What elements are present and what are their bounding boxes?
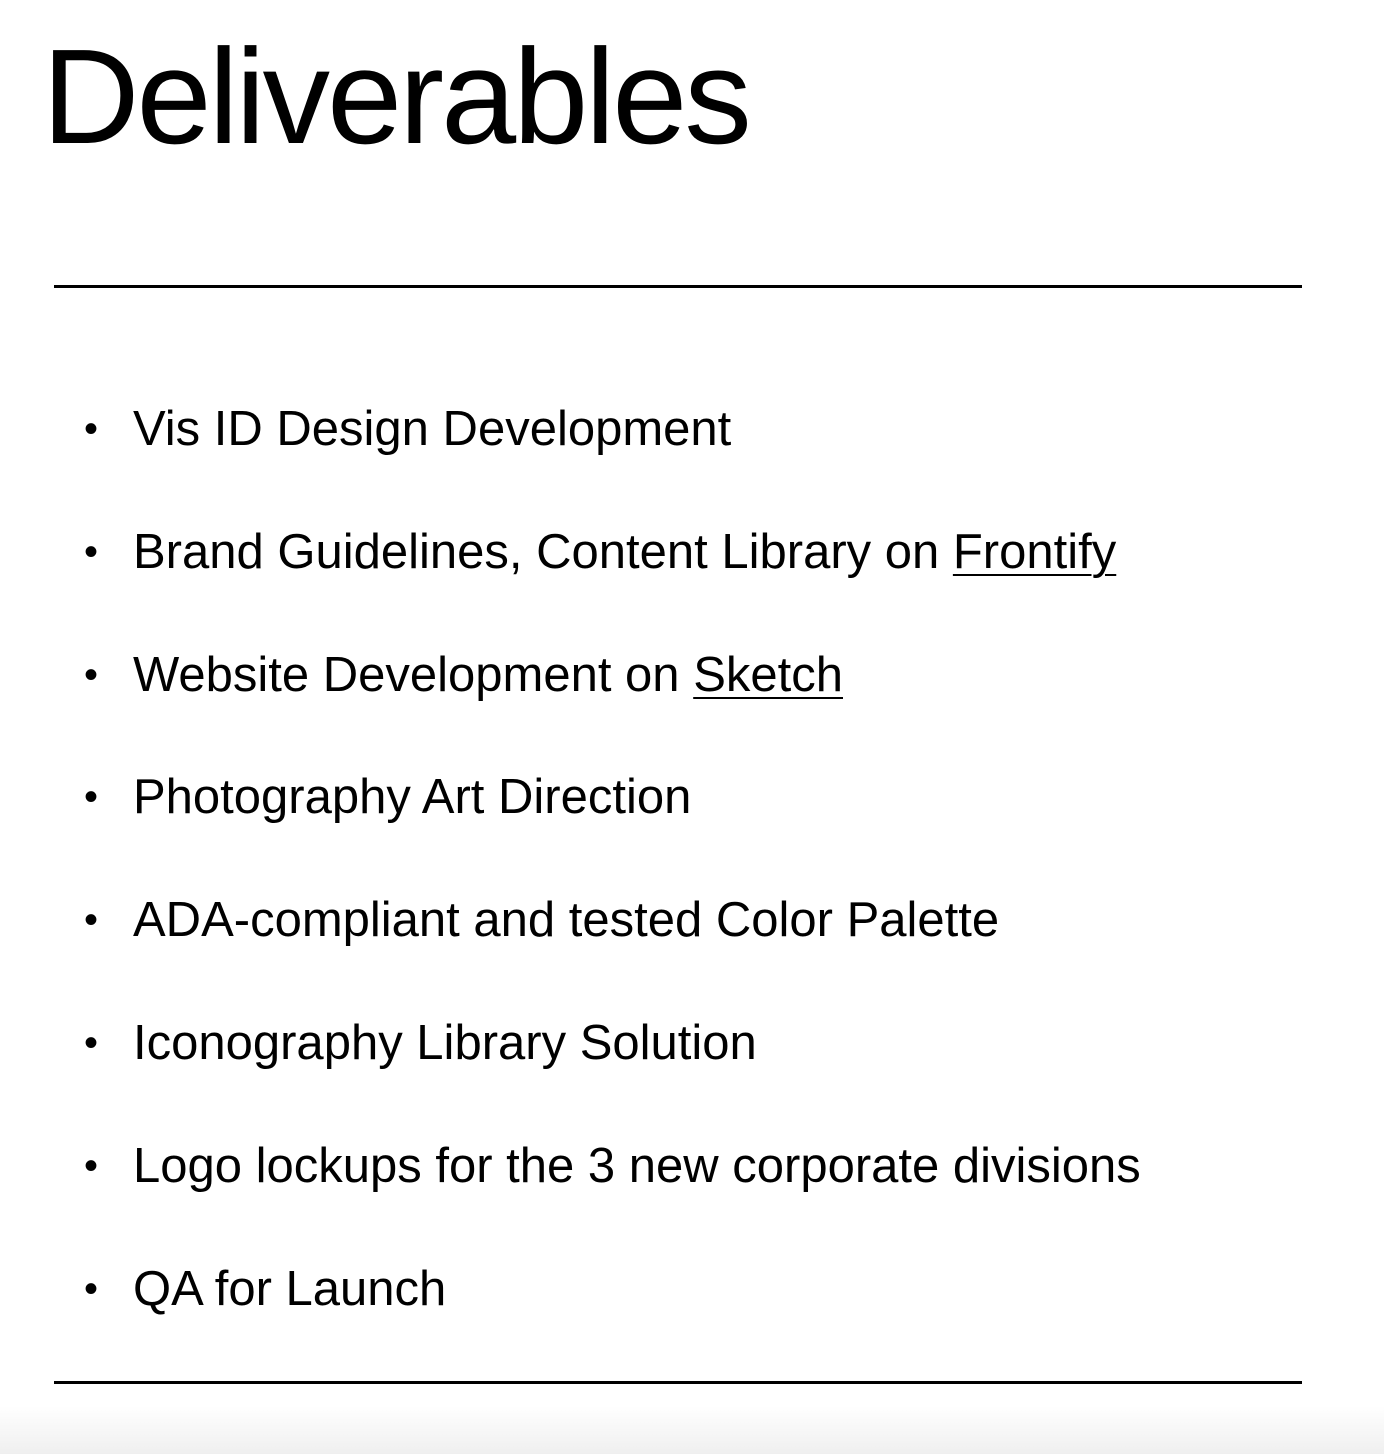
list-item-label: ADA-compliant and tested Color Palette (133, 893, 1000, 948)
list-item-label: QA for Launch (133, 1261, 447, 1316)
list-item-text (133, 982, 757, 1105)
list-item-text (133, 368, 731, 491)
list-item-text (133, 1228, 446, 1351)
bullet-icon: • (84, 1020, 99, 1065)
list-item-text (133, 859, 999, 982)
list-item-label: Vis ID Design Development (133, 402, 732, 456)
bullet-icon: • (84, 1266, 99, 1311)
list-item (0, 736, 1384, 859)
list-item (0, 859, 1384, 982)
bullet-icon: • (84, 898, 99, 943)
list-item-text (133, 736, 691, 859)
bullet-icon: • (84, 529, 99, 574)
bullet-icon: • (84, 775, 99, 820)
bullet-icon: • (84, 652, 99, 697)
bottom-scroll-shadow (0, 1406, 1384, 1454)
bullet-icon: • (84, 407, 99, 451)
list-item-text (133, 1105, 1141, 1228)
list-item (0, 491, 1384, 614)
bottom-divider (54, 1381, 1302, 1384)
frontify-link[interactable]: Frontify (952, 524, 1117, 579)
list-item-text (133, 491, 1116, 614)
list-item-label: Iconography Library Solution (133, 1015, 757, 1070)
list-item-label: Logo lockups for the 3 new corporate divisions (133, 1138, 1141, 1193)
list-item (0, 1228, 1384, 1351)
deliverables-list (0, 368, 1384, 1350)
list-item (0, 982, 1384, 1105)
list-item-label: Photography Art Direction (133, 770, 692, 825)
top-divider (54, 285, 1302, 288)
list-item (0, 368, 1384, 491)
list-item (0, 614, 1384, 737)
list-item-label: Website Development on (133, 647, 694, 702)
list-item-text (133, 614, 843, 737)
list-item (0, 1105, 1384, 1228)
bullet-icon: • (84, 1143, 99, 1188)
page-title: Deliverables (42, 21, 749, 172)
list-item-label: Brand Guidelines, Content Library on (133, 524, 953, 579)
sketch-link[interactable]: Sketch (693, 647, 843, 702)
